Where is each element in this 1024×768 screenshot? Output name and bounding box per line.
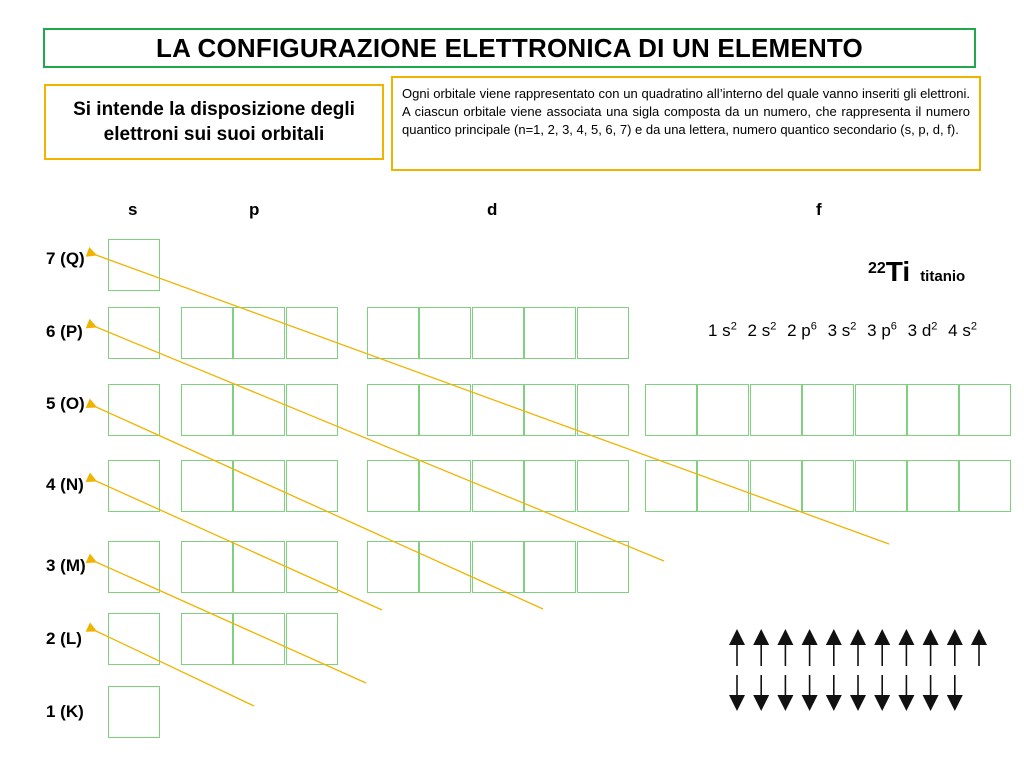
config-term: 3 $p^6$ <box>867 320 897 340</box>
element-name: titanio <box>920 268 966 285</box>
level-label-3: 3 (M) <box>46 556 86 575</box>
level-label-5: 5 (O) <box>46 394 85 413</box>
atomic-number: 22 <box>868 259 886 277</box>
level-label-7: 7 (Q) <box>46 249 85 268</box>
config-term: 3 $s^2$ <box>827 320 857 340</box>
diagonal-arrow <box>96 327 664 561</box>
electron-configuration <box>708 320 983 341</box>
element-symbol <box>868 256 965 288</box>
diagonal-arrow <box>96 407 543 609</box>
level-label-2: 2 (L) <box>46 629 82 648</box>
diagonal-arrow <box>96 631 254 706</box>
diagonal-arrow <box>96 255 889 544</box>
column-header-s: s <box>128 200 138 219</box>
column-header-f: f <box>816 200 822 219</box>
config-term: 2 $s^2$ <box>747 320 777 340</box>
config-term: 3 $d^2$ <box>907 320 938 340</box>
column-header-d: d <box>487 200 498 219</box>
definition-box: Si intende la disposizione degli elettroni sui suoi orbitali <box>44 84 384 160</box>
element-symbol-text: Ti <box>885 256 911 287</box>
diagonal-arrow <box>96 481 382 610</box>
diagonal-arrow <box>96 562 366 683</box>
page-title: LA CONFIGURAZIONE ELETTRONICA DI UN ELEMENTO <box>43 28 976 68</box>
level-label-6: 6 (P) <box>46 322 83 341</box>
info-box: Ogni orbitale viene rappresentato con un quadratino all’interno del quale vanno inseriti gli elettroni. A ciascun orbitale viene associata una sigla composta da un numero, che rappresenta il numero quantico principale (n=1, 2, 3, 4, 5, 6, 7) e da una lettera, numero quantico secondario (s, p, d, f). <box>391 76 981 171</box>
level-label-4: 4 (N) <box>46 475 84 494</box>
config-term: 4 $s^2$ <box>948 320 977 340</box>
column-header-p: p <box>249 200 260 219</box>
config-term: 2 $p^6$ <box>787 320 817 340</box>
config-term: 1 $s^2$ <box>708 320 737 340</box>
level-label-1: 1 (K) <box>46 702 84 721</box>
